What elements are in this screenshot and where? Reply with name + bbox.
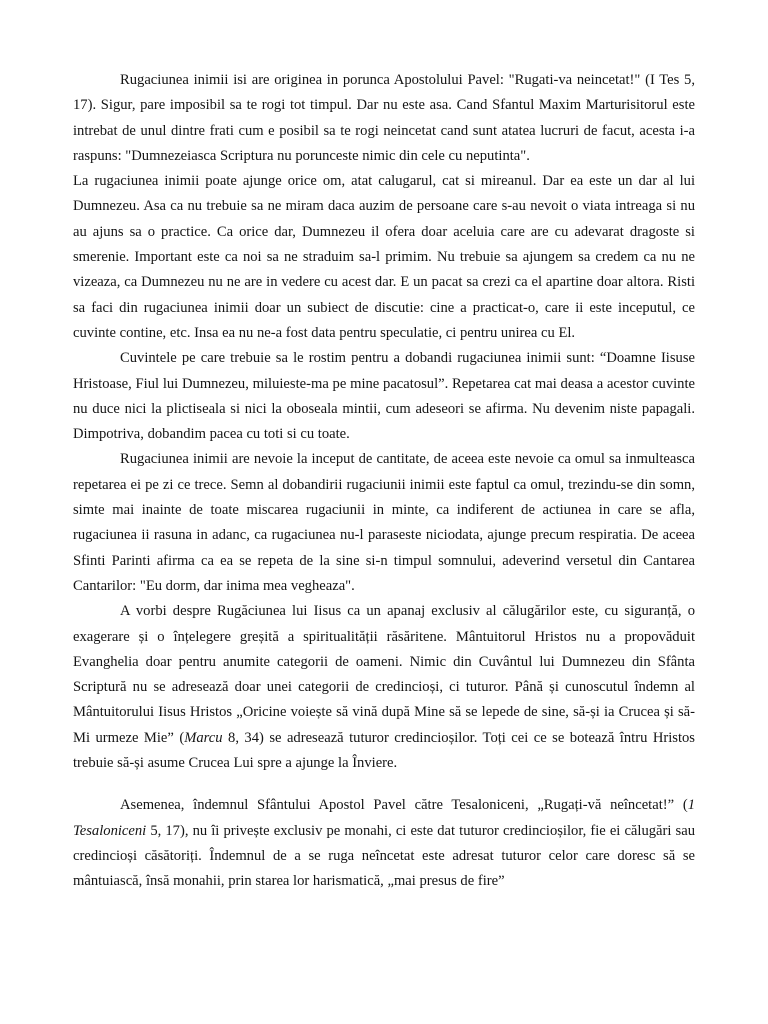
paragraph: Rugaciunea inimii isi are originea in porunca Apostolului Pavel: "Rugati-va neincetat!" (I Tes 5, 17). Sigur, pare imposibil sa te rogi tot timpul. Dar nu este asa. Cand Sfantul Maxim Marturisitorul este intrebat de unul dintre frati cum e posibil sa te rogi neincetat cand sunt atatea lucruri de facut, acesta i-a raspuns: "Dumnezeiasca Scriptura nu porunceste nimic din cele cu neputinta". (73, 72, 695, 164)
paragraph-text: Asemenea, îndemnul Sfântului Apostol Pavel către Tesaloniceni, „Rugați-vă neîncetat!” ( (120, 797, 688, 814)
paragraph (73, 793, 695, 894)
paragraph: Rugaciunea inimii are nevoie la inceput de cantitate, de aceea este nevoie ca omul sa inmulteasca repetarea ei pe zi ce trece. Semn al dobandirii rugaciunii inimii este faptul ca omul, trezindu-se din somn, simte mai inainte de toate miscarea rugaciunii in minte, ca indiferent de actiunea in care se afla, rugaciunea ii rasuna in adanc, ca rugaciunea nu-l paraseste niciodata, ajunge precum respiratia. De aceea Sfinti Parinti afirma ca ea se repeta de la sine si-n timpul somnului, adeverind versetul din Cantarea Cantarilor: "Eu dorm, dar inima mea vegheaza". (73, 451, 695, 594)
scripture-reference: 1 Tesaloniceni (73, 797, 695, 839)
paragraph: La rugaciunea inimii poate ajunge orice om, atat calugarul, cat si mireanul. Dar ea este un dar al lui Dumnezeu. Asa ca nu trebuie sa ne miram daca auzim de persoane care s-au nevoit o viata intreaga si nu au ajuns sa o practice. Ca orice dar, Dumnezeu il ofera doar aceluia care are cu adevarat dragoste si smerenie. Important este ca noi sa ne straduim sa-l primim. Nu trebuie sa ajungem sa credem ca nu ne vizeaza, ca Dumnezeu nu ne are in vedere cu acest dar. E un pacat sa crezi ca el apartine doar altora. Risti sa faci din rugaciunea inimii doar un subiect de discutie: cine a practicat-o, care ii este inceputul, ce cuvinte contine, etc. Insa ea nu ne-a fost data pentru speculatie, ci pentru unirea cu El. (73, 173, 695, 341)
paragraph: Cuvintele pe care trebuie sa le rostim pentru a dobandi rugaciunea inimii sunt: “Doamne Iisuse Hristoase, Fiul lui Dumnezeu, miluieste-ma pe mine pacatosul”. Repetarea cat mai deasa a acestor cuvinte nu duce nici la plictiseala si nici la oboseala mintii, cum adeseori se afirma. Nu devenim niste papagali. Dimpotriva, dobandim pacea cu toti si cu toate. (73, 350, 695, 443)
document-page (73, 68, 695, 895)
paragraph-text: A vorbi despre Rugăciunea lui Iisus ca un apanaj exclusiv al călugărilor este, cu siguranță, o exagerare și o înțelegere greșită a spiritualității răsăritene. Mântuitorul Hristos nu a propovăduit Evanghelia doar pentru anumite categorii de oameni. Nimic din Cuvântul lui Dumnezeu din Sfânta Scriptură nu se adresează doar unei categorii de credincioși, ci tuturor. Până și cunoscutul îndemn al Mântuitorului Iisus Hristos „Oricine voiește să vină după Mine să se lepede de sine, să-și ia Crucea și să-Mi urmeze Mie” ( (73, 603, 695, 746)
paragraph-text: 5, 17), nu îi privește exclusiv pe monahi, ci este dat tuturor credincioșilor, fie ei călugări sau credincioși căsătoriți. Îndemnul de a se ruga neîncetat este adresat tuturor celor care doresc să se mântuiască, însă monahii, prin starea lor harismatică, „mai presus de fire” (73, 822, 695, 890)
scripture-reference: Marcu (184, 729, 223, 746)
paragraph-text: 8, 34) se adresează tuturor credincioșilor. Toți cei ce se botează întru Hristos trebuie să-și asume Crucea Lui spre a ajunge la Înviere. (73, 729, 695, 772)
paragraph (73, 599, 695, 776)
